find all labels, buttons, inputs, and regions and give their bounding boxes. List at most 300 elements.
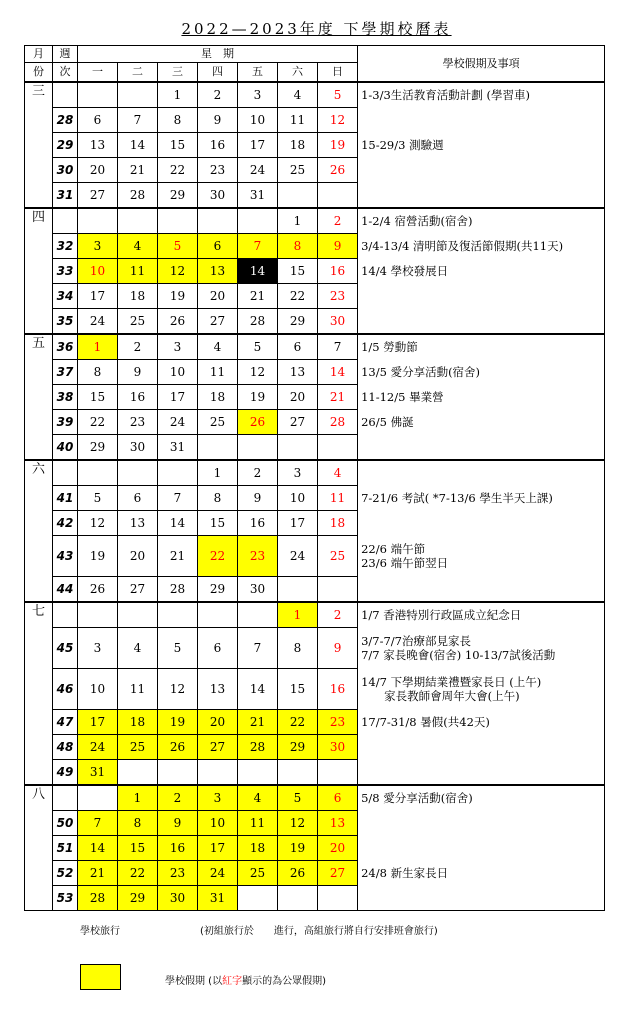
event-cell <box>358 208 605 234</box>
day-cell: 14 <box>318 360 358 385</box>
day-cell: 31 <box>238 183 278 209</box>
legend-red-word: 紅字 <box>222 976 243 987</box>
week-row <box>25 360 605 385</box>
day-cell: 9 <box>158 811 198 836</box>
week-number <box>53 208 78 234</box>
day-cell <box>118 460 158 486</box>
day-cell: 15 <box>278 259 318 284</box>
day-cell: 7 <box>158 486 198 511</box>
day-cell: 15 <box>198 511 238 536</box>
day-cell: 10 <box>238 108 278 133</box>
day-cell: 10 <box>158 360 198 385</box>
day-cell: 5 <box>158 628 198 669</box>
week-number: 28 <box>53 108 78 133</box>
day-cell: 13 <box>198 669 238 710</box>
day-cell: 27 <box>118 577 158 603</box>
week-row <box>25 836 605 861</box>
event-text: 1/7 香港特別行政區成立紀念日 <box>361 608 522 623</box>
weekday-sat: 六 <box>278 63 318 83</box>
day-cell: 25 <box>238 861 278 886</box>
week-number: 33 <box>53 259 78 284</box>
day-cell: 26 <box>158 309 198 335</box>
day-cell: 16 <box>318 259 358 284</box>
day-cell <box>198 602 238 628</box>
calendar-body <box>25 82 605 911</box>
week-row <box>25 158 605 183</box>
day-cell <box>278 886 318 911</box>
event-cell <box>358 183 605 209</box>
day-cell: 29 <box>278 309 318 335</box>
month-header: 月 <box>25 46 53 63</box>
day-cell: 7 <box>238 628 278 669</box>
day-cell: 24 <box>78 735 118 760</box>
day-cell: 27 <box>318 861 358 886</box>
day-cell: 1 <box>78 334 118 360</box>
week-number: 30 <box>53 158 78 183</box>
day-cell <box>78 785 118 811</box>
day-cell: 15 <box>118 836 158 861</box>
week-row <box>25 208 605 234</box>
day-cell: 29 <box>198 577 238 603</box>
event-cell <box>358 435 605 461</box>
week-number: 42 <box>53 511 78 536</box>
day-cell: 17 <box>158 385 198 410</box>
day-cell: 17 <box>78 710 118 735</box>
week-number: 29 <box>53 133 78 158</box>
day-cell: 30 <box>238 577 278 603</box>
day-cell: 19 <box>318 133 358 158</box>
day-cell: 16 <box>198 133 238 158</box>
day-cell: 22 <box>118 861 158 886</box>
day-cell <box>198 435 238 461</box>
week-header-2: 次 <box>53 63 78 83</box>
day-cell: 22 <box>278 710 318 735</box>
day-cell: 25 <box>198 410 238 435</box>
event-cell <box>358 628 605 669</box>
day-cell: 10 <box>78 259 118 284</box>
day-cell: 30 <box>318 309 358 335</box>
month-cell: 三 <box>25 82 53 208</box>
event-cell <box>358 669 605 710</box>
event-cell <box>358 602 605 628</box>
event-text: 13/5 愛分享活動(宿舍) <box>361 365 481 379</box>
day-cell: 4 <box>278 82 318 108</box>
event-cell <box>358 785 605 811</box>
day-cell <box>158 602 198 628</box>
day-cell: 19 <box>158 284 198 309</box>
week-number: 34 <box>53 284 78 309</box>
day-cell: 29 <box>158 183 198 209</box>
day-cell <box>78 82 118 108</box>
holiday-legend-text <box>165 972 326 987</box>
day-cell: 23 <box>118 410 158 435</box>
day-cell: 27 <box>198 309 238 335</box>
day-cell: 28 <box>238 735 278 760</box>
day-cell: 11 <box>198 360 238 385</box>
event-cell <box>358 410 605 435</box>
trip-label: 學校旅行 <box>80 926 120 937</box>
day-cell: 4 <box>118 628 158 669</box>
day-cell: 2 <box>118 334 158 360</box>
day-cell: 14 <box>78 836 118 861</box>
day-cell: 2 <box>318 208 358 234</box>
week-number: 45 <box>53 628 78 669</box>
day-cell: 5 <box>278 785 318 811</box>
school-calendar-table <box>24 45 605 911</box>
event-text: 26/5 佛誕 <box>361 415 414 429</box>
event-text: 23/6 端午節翌日 <box>361 556 449 570</box>
day-cell <box>198 760 238 786</box>
day-cell: 11 <box>318 486 358 511</box>
day-cell: 12 <box>318 108 358 133</box>
day-cell: 19 <box>238 385 278 410</box>
day-cell <box>118 760 158 786</box>
day-cell: 19 <box>158 710 198 735</box>
day-cell: 14 <box>158 511 198 536</box>
day-cell: 3 <box>198 785 238 811</box>
day-cell: 3 <box>78 234 118 259</box>
day-cell: 17 <box>198 836 238 861</box>
week-row <box>25 460 605 486</box>
day-cell: 23 <box>158 861 198 886</box>
day-cell: 14 <box>118 133 158 158</box>
week-number: 40 <box>53 435 78 461</box>
event-cell <box>358 577 605 603</box>
event-cell <box>358 760 605 786</box>
week-row <box>25 133 605 158</box>
day-cell: 27 <box>198 735 238 760</box>
week-row <box>25 82 605 108</box>
day-cell: 6 <box>118 486 158 511</box>
day-cell: 17 <box>238 133 278 158</box>
day-cell: 27 <box>78 183 118 209</box>
day-cell: 19 <box>278 836 318 861</box>
day-cell: 5 <box>318 82 358 108</box>
day-cell: 12 <box>158 669 198 710</box>
weekday-group-header: 星 期 <box>78 46 358 63</box>
event-cell <box>358 861 605 886</box>
week-number: 44 <box>53 577 78 603</box>
week-row <box>25 735 605 760</box>
week-number <box>53 785 78 811</box>
event-text: 3/7-7/7治療部見家長 <box>361 634 471 648</box>
day-cell: 22 <box>278 284 318 309</box>
day-cell: 9 <box>198 108 238 133</box>
day-cell: 28 <box>318 410 358 435</box>
day-cell: 25 <box>278 158 318 183</box>
day-cell: 30 <box>198 183 238 209</box>
day-cell <box>318 577 358 603</box>
day-cell: 3 <box>278 460 318 486</box>
event-text: 24/8 新生家長日 <box>361 866 449 880</box>
school-trip-note <box>80 922 438 937</box>
day-cell <box>158 760 198 786</box>
week-number: 47 <box>53 710 78 735</box>
week-number: 39 <box>53 410 78 435</box>
event-text: 7-21/6 考試( *7-13/6 學生半天上課) <box>361 491 553 505</box>
week-number: 46 <box>53 669 78 710</box>
event-cell <box>358 511 605 536</box>
day-cell: 8 <box>198 486 238 511</box>
week-row <box>25 309 605 335</box>
event-text: 17/7-31/8 暑假(共42天) <box>361 715 490 729</box>
week-row <box>25 760 605 786</box>
event-text: 1/5 勞動節 <box>361 340 418 355</box>
week-row <box>25 628 605 669</box>
week-row <box>25 259 605 284</box>
day-cell: 12 <box>78 511 118 536</box>
day-cell: 28 <box>78 886 118 911</box>
weekday-sun: 日 <box>318 63 358 83</box>
day-cell: 1 <box>118 785 158 811</box>
day-cell: 4 <box>198 334 238 360</box>
day-cell: 21 <box>238 284 278 309</box>
weekday-tue: 二 <box>118 63 158 83</box>
day-cell: 26 <box>158 735 198 760</box>
day-cell: 30 <box>318 735 358 760</box>
week-row <box>25 886 605 911</box>
week-number: 41 <box>53 486 78 511</box>
day-cell: 23 <box>198 158 238 183</box>
event-cell <box>358 158 605 183</box>
event-text: 22/6 端午節 <box>361 542 426 556</box>
day-cell: 6 <box>198 628 238 669</box>
day-cell: 13 <box>118 511 158 536</box>
day-cell: 15 <box>78 385 118 410</box>
day-cell <box>278 183 318 209</box>
week-row <box>25 511 605 536</box>
day-cell: 15 <box>278 669 318 710</box>
month-cell: 六 <box>25 460 53 602</box>
event-text: 1-2/4 宿營活動(宿舍) <box>361 214 473 229</box>
day-cell: 7 <box>78 811 118 836</box>
event-cell <box>358 284 605 309</box>
day-cell: 20 <box>198 284 238 309</box>
week-row <box>25 602 605 628</box>
day-cell: 26 <box>78 577 118 603</box>
day-cell: 18 <box>238 836 278 861</box>
day-cell <box>318 760 358 786</box>
week-number: 49 <box>53 760 78 786</box>
day-cell: 21 <box>78 861 118 886</box>
day-cell: 25 <box>118 735 158 760</box>
week-number <box>53 460 78 486</box>
day-cell <box>78 460 118 486</box>
day-cell: 11 <box>118 259 158 284</box>
day-cell: 6 <box>318 785 358 811</box>
day-cell <box>158 460 198 486</box>
day-cell: 14 <box>238 259 278 284</box>
day-cell: 28 <box>158 577 198 603</box>
day-cell: 8 <box>278 234 318 259</box>
day-cell: 24 <box>278 536 318 577</box>
day-cell: 4 <box>118 234 158 259</box>
week-number: 37 <box>53 360 78 385</box>
day-cell <box>238 602 278 628</box>
event-text: 3/4-13/4 清明節及復活節假期(共11天) <box>361 239 564 253</box>
day-cell: 16 <box>238 511 278 536</box>
month-cell: 五 <box>25 334 53 460</box>
day-cell: 1 <box>198 460 238 486</box>
week-row <box>25 861 605 886</box>
day-cell: 16 <box>158 836 198 861</box>
event-cell <box>358 536 605 577</box>
day-cell: 21 <box>118 158 158 183</box>
event-cell <box>358 309 605 335</box>
day-cell: 25 <box>118 309 158 335</box>
week-number: 32 <box>53 234 78 259</box>
day-cell: 11 <box>278 108 318 133</box>
day-cell: 28 <box>238 309 278 335</box>
week-number: 48 <box>53 735 78 760</box>
day-cell: 19 <box>78 536 118 577</box>
day-cell: 8 <box>78 360 118 385</box>
day-cell: 7 <box>238 234 278 259</box>
day-cell: 9 <box>238 486 278 511</box>
holiday-legend-swatch <box>80 964 121 990</box>
day-cell: 1 <box>158 82 198 108</box>
day-cell: 29 <box>78 435 118 461</box>
event-cell <box>358 259 605 284</box>
day-cell: 22 <box>198 536 238 577</box>
month-cell: 七 <box>25 602 53 785</box>
day-cell: 21 <box>318 385 358 410</box>
weekday-thu: 四 <box>198 63 238 83</box>
day-cell: 1 <box>278 602 318 628</box>
event-text: 5/8 愛分享活動(宿舍) <box>361 791 473 806</box>
day-cell <box>318 435 358 461</box>
day-cell: 12 <box>278 811 318 836</box>
day-cell <box>238 760 278 786</box>
day-cell: 10 <box>278 486 318 511</box>
day-cell: 11 <box>118 669 158 710</box>
week-number <box>53 602 78 628</box>
day-cell: 16 <box>318 669 358 710</box>
day-cell: 9 <box>118 360 158 385</box>
day-cell: 17 <box>78 284 118 309</box>
day-cell: 7 <box>318 334 358 360</box>
day-cell: 2 <box>318 602 358 628</box>
event-cell <box>358 108 605 133</box>
page-title: 2022—2023年度 下學期校曆表 <box>181 20 452 38</box>
event-cell <box>358 385 605 410</box>
event-cell <box>358 133 605 158</box>
week-row <box>25 577 605 603</box>
day-cell: 6 <box>78 108 118 133</box>
event-cell <box>358 486 605 511</box>
event-text: 14/7 下學期結業禮暨家長日 (上午) <box>361 675 542 689</box>
week-number: 50 <box>53 811 78 836</box>
day-cell: 13 <box>78 133 118 158</box>
day-cell: 9 <box>318 234 358 259</box>
week-number: 38 <box>53 385 78 410</box>
event-cell <box>358 334 605 360</box>
day-cell: 31 <box>198 886 238 911</box>
day-cell <box>318 886 358 911</box>
day-cell: 20 <box>78 158 118 183</box>
day-cell <box>278 760 318 786</box>
day-cell: 21 <box>158 536 198 577</box>
event-text: 11-12/5 畢業營 <box>361 390 444 404</box>
day-cell: 17 <box>278 511 318 536</box>
day-cell: 5 <box>78 486 118 511</box>
day-cell <box>318 183 358 209</box>
day-cell: 8 <box>278 628 318 669</box>
day-cell <box>158 208 198 234</box>
week-number: 36 <box>53 334 78 360</box>
event-text: 15-29/3 測驗週 <box>361 138 444 152</box>
week-number: 52 <box>53 861 78 886</box>
week-row <box>25 811 605 836</box>
day-cell: 4 <box>318 460 358 486</box>
weekday-mon: 一 <box>78 63 118 83</box>
day-cell: 7 <box>118 108 158 133</box>
day-cell <box>118 82 158 108</box>
day-cell: 16 <box>118 385 158 410</box>
day-cell: 29 <box>118 886 158 911</box>
day-cell: 20 <box>278 385 318 410</box>
event-text: 14/4 學校發展日 <box>361 264 449 278</box>
day-cell: 18 <box>318 511 358 536</box>
week-row <box>25 183 605 209</box>
day-cell: 1 <box>278 208 318 234</box>
day-cell: 2 <box>238 460 278 486</box>
event-text: 7/7 家長晚會(宿舍) 10-13/7試後活動 <box>361 648 556 662</box>
week-row <box>25 334 605 360</box>
week-row <box>25 486 605 511</box>
day-cell: 4 <box>238 785 278 811</box>
day-cell <box>278 435 318 461</box>
day-cell: 9 <box>318 628 358 669</box>
month-header-2: 份 <box>25 63 53 83</box>
day-cell: 26 <box>278 861 318 886</box>
day-cell: 2 <box>198 82 238 108</box>
day-cell: 24 <box>198 861 238 886</box>
week-row <box>25 410 605 435</box>
day-cell: 13 <box>198 259 238 284</box>
day-cell: 13 <box>278 360 318 385</box>
day-cell: 18 <box>198 385 238 410</box>
day-cell: 18 <box>118 710 158 735</box>
day-cell <box>238 886 278 911</box>
event-cell <box>358 360 605 385</box>
legend-suffix: 顯示的為公眾假期) <box>242 976 326 987</box>
day-cell: 24 <box>238 158 278 183</box>
day-cell: 10 <box>198 811 238 836</box>
day-cell: 12 <box>238 360 278 385</box>
day-cell: 5 <box>158 234 198 259</box>
day-cell: 20 <box>118 536 158 577</box>
day-cell: 8 <box>118 811 158 836</box>
event-cell <box>358 460 605 486</box>
day-cell: 26 <box>318 158 358 183</box>
week-row <box>25 108 605 133</box>
week-row <box>25 435 605 461</box>
day-cell: 15 <box>158 133 198 158</box>
event-cell <box>358 82 605 108</box>
day-cell: 27 <box>278 410 318 435</box>
event-cell <box>358 836 605 861</box>
day-cell: 12 <box>158 259 198 284</box>
week-number: 43 <box>53 536 78 577</box>
week-row <box>25 669 605 710</box>
day-cell: 13 <box>318 811 358 836</box>
event-cell <box>358 710 605 735</box>
event-text: 1-3/3生活教育活動計劃 (學習車) <box>361 88 530 103</box>
day-cell: 23 <box>238 536 278 577</box>
month-cell: 八 <box>25 785 53 911</box>
week-number: 31 <box>53 183 78 209</box>
